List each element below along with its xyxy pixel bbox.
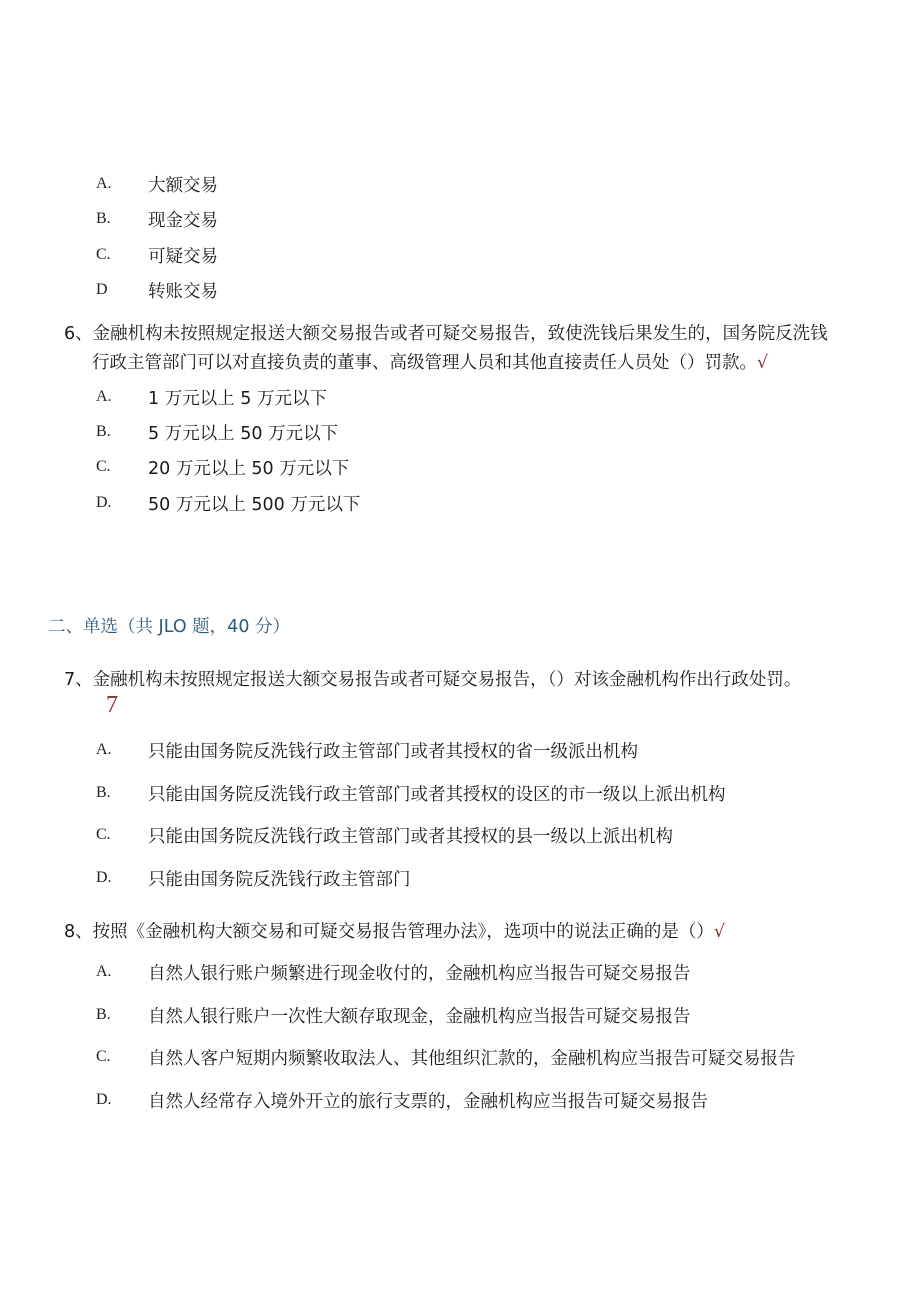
q6-option-c-letter: C.: [96, 458, 111, 475]
q5-option-b-letter: B.: [96, 210, 111, 227]
q7-option-b-letter: B.: [96, 784, 111, 801]
q5-option-d-letter: D: [96, 281, 108, 298]
q5-option-c-letter: C.: [96, 246, 111, 263]
q7-option-a-letter: A.: [96, 741, 112, 758]
q5-option-a-text: 大额交易: [148, 176, 218, 196]
q8-option-b-letter: B.: [96, 1006, 111, 1023]
q8-option-c-text: 自然人客户短期内频繁收取法人、其他组织汇款的，金融机构应当报告可疑交易报告: [148, 1049, 796, 1069]
q8-stem-text: 8、按照《金融机构大额交易和可疑交易报告管理办法》，选项中的说法正确的是（）: [64, 922, 714, 942]
q6-stem-line2: [92, 349, 768, 374]
q5-option-c-text: 可疑交易: [148, 247, 218, 267]
q6-option-a-text: 1 万元以上 5 万元以下: [148, 389, 327, 409]
q7-option-b-text: 只能由国务院反洗钱行政主管部门或者其授权的设区的市一级以上派出机构: [148, 785, 726, 805]
q8-check-mark: √: [713, 922, 726, 942]
q6-stem-line2-text: 行政主管部门可以对直接负责的董事、高级管理人员和其他直接责任人员处（）罚款。: [92, 353, 757, 373]
q8-option-d-text: 自然人经常存入境外开立的旅行支票的，金融机构应当报告可疑交易报告: [148, 1092, 708, 1112]
q8-option-c-letter: C.: [96, 1048, 111, 1065]
q6-option-a-letter: A.: [96, 388, 112, 405]
q7-stem-line1: 7、金融机构未按照规定报送大额交易报告或者可疑交易报告，（）对该金融机构作出行政处罚。: [64, 670, 802, 690]
q6-check-mark: √: [757, 353, 769, 373]
q7-option-c-letter: C.: [96, 826, 111, 843]
q6-option-b-letter: B.: [96, 423, 111, 440]
q8-stem-line1: [64, 918, 725, 943]
q5-option-d-text: 转账交易: [148, 282, 218, 302]
q6-stem-line1: 6、金融机构未按照规定报送大额交易报告或者可疑交易报告，致使洗钱后果发生的，国务院反洗钱: [64, 324, 828, 344]
q8-option-d-letter: D.: [96, 1091, 112, 1108]
q6-option-c-text: 20 万元以上 50 万元以下: [148, 459, 350, 479]
q7-option-d-letter: D.: [96, 869, 112, 886]
q8-option-a-letter: A.: [96, 963, 112, 980]
q6-option-b-text: 5 万元以上 50 万元以下: [148, 424, 339, 444]
q6-option-d-letter: D.: [96, 494, 112, 511]
q7-option-c-text: 只能由国务院反洗钱行政主管部门或者其授权的县一级以上派出机构: [148, 827, 673, 847]
q6-option-d-text: 50 万元以上 500 万元以下: [148, 495, 361, 515]
section-2-title: 二、单选（共 JLO 题，40 分）: [48, 617, 291, 637]
q8-option-a-text: 自然人银行账户频繁进行现金收付的，金融机构应当报告可疑交易报告: [148, 964, 691, 984]
q5-option-a-letter: A.: [96, 175, 112, 192]
q7-option-d-text: 只能由国务院反洗钱行政主管部门: [148, 870, 411, 890]
q7-option-a-text: 只能由国务院反洗钱行政主管部门或者其授权的省一级派出机构: [148, 742, 638, 762]
q8-option-b-text: 自然人银行账户一次性大额存取现金，金融机构应当报告可疑交易报告: [148, 1007, 691, 1027]
q7-handwritten-answer: 7: [106, 692, 118, 718]
q5-option-b-text: 现金交易: [148, 211, 218, 231]
